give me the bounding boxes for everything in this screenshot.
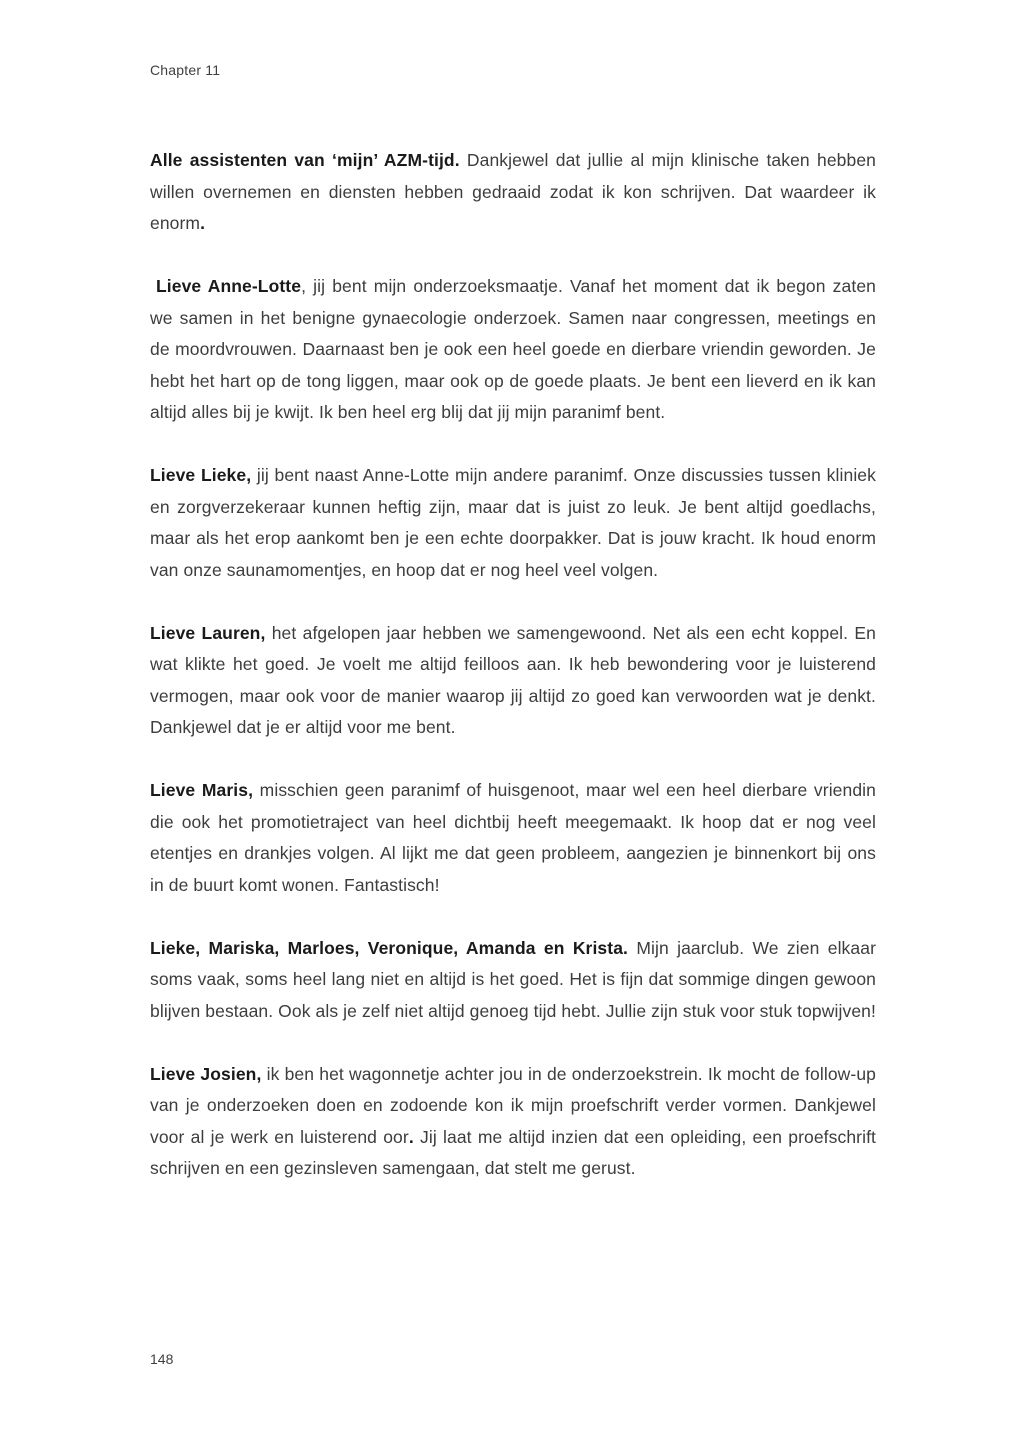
paragraph-josien bbox=[150, 1059, 876, 1185]
paragraph-body: Dankjewel dat jullie al mijn klinische taken hebben willen overnemen en diensten hebben gedraaid zodat ik kon schrijven. Dat waardeer ik enorm bbox=[150, 150, 876, 233]
paragraph-lead: Lieke, Mariska, Marloes, Veronique, Amanda en Krista. bbox=[150, 937, 628, 958]
paragraph-azm-assistenten bbox=[150, 145, 876, 240]
paragraph-bold-tail: . bbox=[408, 1126, 414, 1147]
paragraph-lauren bbox=[150, 618, 876, 744]
paragraph-body-cont: Jij laat me altijd inzien dat een opleiding, een proefschrift schrijven en een gezinsleven samengaan, dat stelt me gerust. bbox=[150, 1126, 877, 1178]
paragraph-bold-tail: . bbox=[200, 213, 206, 233]
page-number: 148 bbox=[150, 1351, 174, 1367]
paragraph-lead: Lieve Maris, bbox=[150, 780, 254, 800]
paragraph-body: ik ben het wagonnetje achter jou in de onderzoekstrein. Ik mocht de follow-up van je onderzoeken doen en zodoende kon ik mijn proefschrift verder vormen. Dankjewel voor al je werk en luisterend oor bbox=[150, 1063, 876, 1147]
paragraph-lead: Lieve Anne-Lotte bbox=[156, 276, 302, 296]
paragraph-body: , jij bent mijn onderzoeksmaatje. Vanaf het moment dat ik begon zaten we samen in het benigne gynaecologie onderzoek. Samen naar congressen, meetings en de moordvrouwen. Daarnaast ben je ook een heel goede en dierbare vriendin geworden. Je hebt het hart op de tong liggen, maar ook op de goede plaats. Je bent een lieverd en ik kan altijd alles bij je kwijt. Ik ben heel erg blij dat jij mijn paranimf bent. bbox=[150, 276, 876, 422]
paragraph-body: Mijn jaarclub. We zien elkaar soms vaak, soms heel lang niet en altijd is het goed. Het is fijn dat sommige dingen gewoon blijven bestaan. Ook als je zelf niet altijd genoeg tijd hebt. Jullie zijn stuk voor stuk topwijven! bbox=[150, 937, 877, 1021]
paragraph-anne-lotte bbox=[150, 271, 876, 429]
paragraph-lead: Lieve Lieke, bbox=[150, 465, 252, 485]
paragraph-body: het afgelopen jaar hebben we samengewoond. Net als een echt koppel. En wat klikte het goed. Je voelt me altijd feilloos aan. Ik heb bewondering voor je luisterend vermogen, maar ook voor de manier waarop jij altijd zo goed kan verwoorden wat je denkt. Dankjewel dat je er altijd voor me bent. bbox=[150, 622, 876, 737]
acknowledgments-text bbox=[150, 145, 876, 1185]
paragraph-body: jij bent naast Anne-Lotte mijn andere paranimf. Onze discussies tussen kliniek en zorgverzekeraar kunnen heftig zijn, maar dat is juist zo leuk. Je bent altijd goedlachs, maar als het erop aankomt ben je een echte doorpakker. Dat is jouw kracht. Ik houd enorm van onze saunamomentjes, en hoop dat er nog heel veel volgen. bbox=[150, 465, 876, 580]
paragraph-jaarclub bbox=[150, 933, 876, 1028]
paragraph-lieke bbox=[150, 460, 876, 586]
paragraph-body: misschien geen paranimf of huisgenoot, maar wel een heel dierbare vriendin die ook het promotietraject van heel dichtbij heeft meegemaakt. Ik hoop dat er nog veel etentjes en drankjes volgen. Al lijkt me dat geen probleem, aangezien je binnenkort bij ons in de buurt komt wonen. Fantastisch! bbox=[150, 780, 876, 895]
chapter-header: Chapter 11 bbox=[150, 62, 221, 78]
paragraph-maris bbox=[150, 775, 876, 901]
paragraph-lead: Lieve Lauren, bbox=[150, 622, 266, 643]
paragraph-lead: Lieve Josien, bbox=[150, 1063, 262, 1084]
paragraph-lead: Alle assistenten van ‘mijn’ AZM-tijd. bbox=[150, 150, 460, 170]
